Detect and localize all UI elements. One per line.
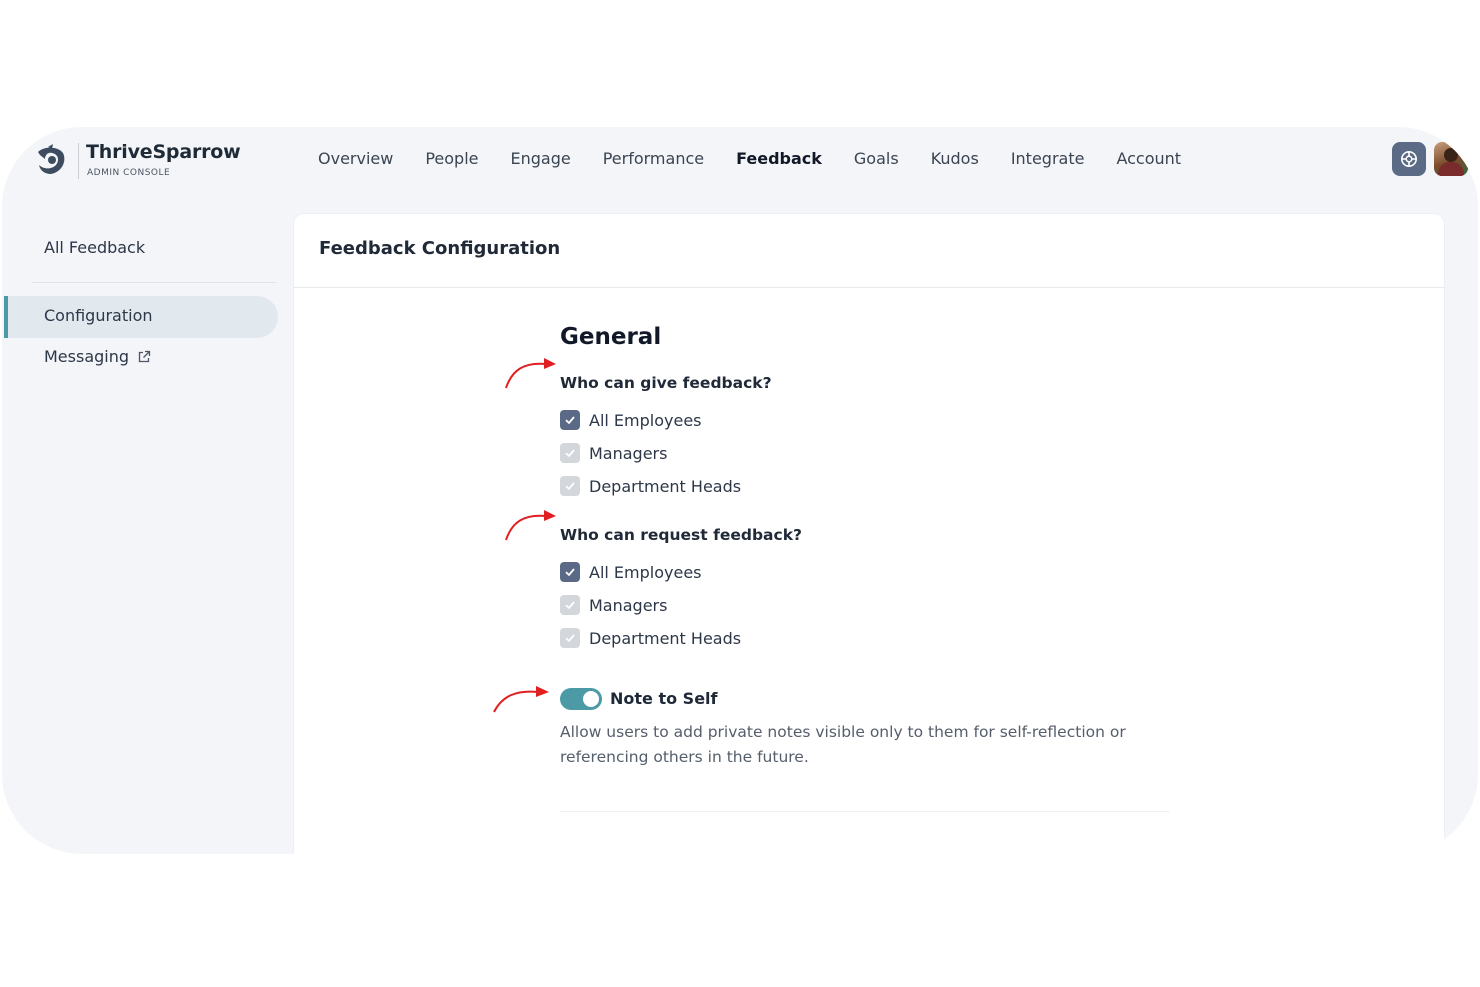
sidebar-divider bbox=[32, 282, 276, 283]
sidebar-item-all-feedback[interactable]: All Feedback bbox=[44, 238, 146, 257]
annotation-arrow-icon bbox=[502, 356, 558, 392]
nav-item-overview[interactable]: Overview bbox=[318, 149, 394, 168]
checkbox-unchecked[interactable] bbox=[560, 628, 580, 648]
option-label: Managers bbox=[589, 443, 668, 463]
toggle-knob bbox=[583, 691, 599, 707]
section-divider bbox=[560, 811, 1170, 812]
sidebar-active-indicator bbox=[4, 296, 8, 338]
give-option-department-heads[interactable] bbox=[560, 476, 741, 496]
annotation-arrow-icon bbox=[490, 680, 552, 716]
section-title-general: General bbox=[560, 324, 662, 350]
avatar-body bbox=[1438, 162, 1464, 176]
avatar-head bbox=[1444, 148, 1458, 162]
app-window bbox=[2, 127, 1478, 854]
sidebar-item-label: Messaging bbox=[44, 347, 130, 366]
checkbox-checked[interactable] bbox=[560, 562, 580, 582]
lifebuoy-icon bbox=[1400, 150, 1418, 168]
request-option-department-heads[interactable] bbox=[560, 628, 741, 648]
request-option-managers[interactable] bbox=[560, 595, 667, 615]
sidebar-item-messaging[interactable] bbox=[44, 347, 151, 366]
sidebar-item-configuration[interactable]: Configuration bbox=[44, 306, 153, 325]
nav-item-kudos[interactable]: Kudos bbox=[930, 149, 979, 168]
nav-item-engage[interactable]: Engage bbox=[510, 149, 571, 168]
checkmark-icon bbox=[564, 447, 576, 459]
option-label: Department Heads bbox=[589, 476, 742, 496]
panel-divider bbox=[294, 287, 1444, 288]
user-avatar[interactable] bbox=[1434, 142, 1468, 176]
page-title: Feedback Configuration bbox=[319, 238, 561, 259]
checkmark-icon bbox=[564, 599, 576, 611]
top-navigation-bar bbox=[2, 127, 1478, 193]
checkbox-checked[interactable] bbox=[560, 410, 580, 430]
nav-item-feedback[interactable]: Feedback bbox=[736, 149, 822, 168]
note-to-self-description: Allow users to add private notes visible only to them for self-reflection or referencing others in the future. bbox=[560, 723, 1126, 766]
main-nav bbox=[302, 149, 1197, 168]
annotation-arrow-icon bbox=[502, 508, 558, 544]
nav-item-performance[interactable]: Performance bbox=[602, 149, 705, 168]
nav-item-integrate[interactable]: Integrate bbox=[1010, 149, 1085, 168]
thrivesparrow-logo-icon[interactable] bbox=[34, 143, 68, 177]
checkmark-icon bbox=[564, 480, 576, 492]
checkbox-unchecked[interactable] bbox=[560, 595, 580, 615]
nav-item-people[interactable]: People bbox=[425, 149, 479, 168]
brand-name: ThriveSparrow bbox=[86, 141, 241, 163]
feedback-configuration-panel bbox=[294, 214, 1444, 854]
note-to-self-toggle[interactable] bbox=[560, 688, 602, 710]
option-label: All Employees bbox=[589, 562, 702, 582]
note-to-self-label: Note to Self bbox=[610, 689, 718, 708]
brand-separator bbox=[78, 143, 79, 179]
give-option-managers[interactable] bbox=[560, 443, 667, 463]
nav-item-account[interactable]: Account bbox=[1116, 149, 1182, 168]
checkbox-unchecked[interactable] bbox=[560, 443, 580, 463]
option-label: All Employees bbox=[589, 410, 702, 430]
option-label: Managers bbox=[589, 595, 668, 615]
checkbox-unchecked[interactable] bbox=[560, 476, 580, 496]
brand-subtitle: ADMIN CONSOLE bbox=[87, 168, 171, 178]
checkmark-icon bbox=[564, 414, 576, 426]
give-option-all-employees[interactable] bbox=[560, 410, 702, 430]
external-link-icon bbox=[137, 350, 151, 364]
request-option-all-employees[interactable] bbox=[560, 562, 702, 582]
nav-item-goals[interactable]: Goals bbox=[853, 149, 899, 168]
help-button[interactable] bbox=[1392, 142, 1426, 176]
option-label: Department Heads bbox=[589, 628, 742, 648]
checkmark-icon bbox=[564, 632, 576, 644]
checkmark-icon bbox=[564, 566, 576, 578]
request-feedback-question: Who can request feedback? bbox=[560, 526, 802, 544]
give-feedback-question: Who can give feedback? bbox=[560, 374, 772, 392]
